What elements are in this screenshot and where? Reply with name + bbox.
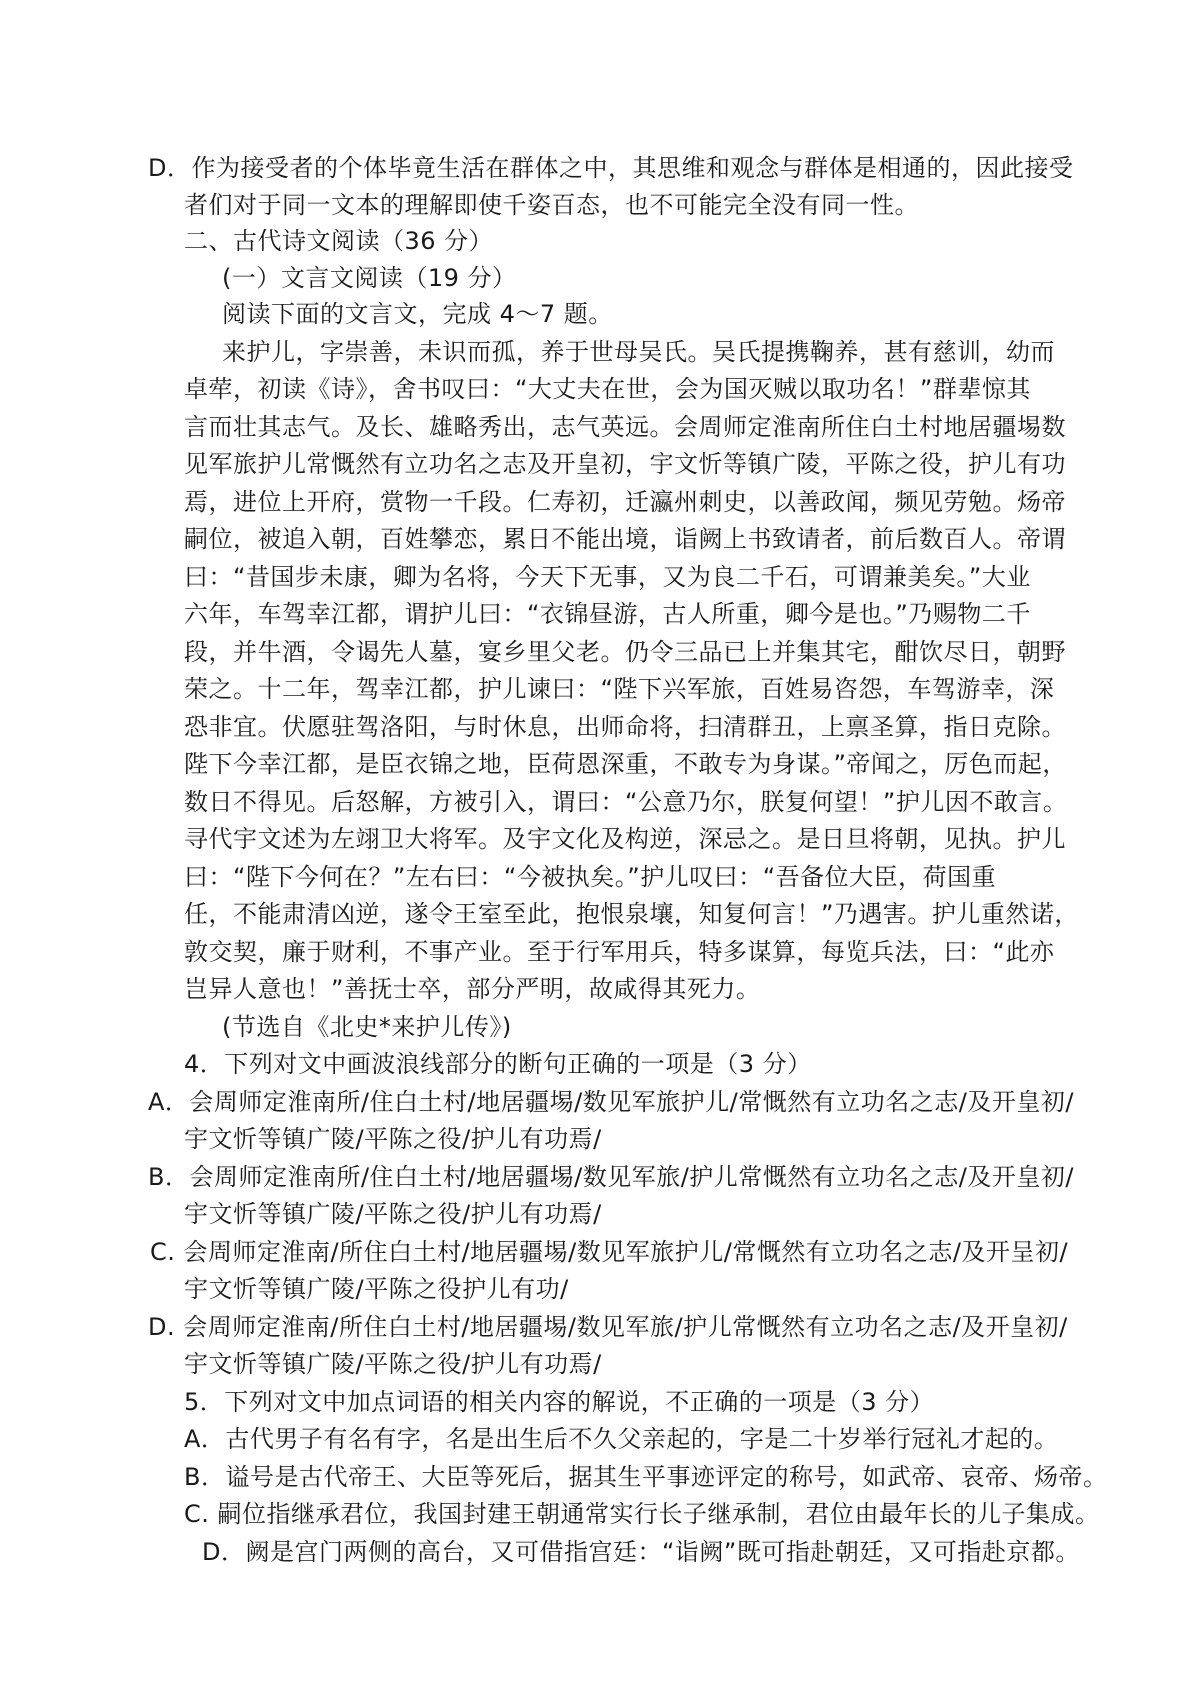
prev-option-d-line-1: D．作为接受者的个体毕竟生活在群体之中，其思维和观念与群体是相通的，因此接受 <box>148 154 1074 182</box>
passage-line-10: 荣之。十二年，驾幸江都，护儿谏曰：“陛下兴军旅，百姓易咨怨，车驾游幸，深 <box>184 675 1055 703</box>
passage-line-18: 岂异人意也！”善抚士卒，部分严明，故咸得其死力。 <box>184 975 761 1003</box>
q4-option-d-line-2: 宇文忻等镇广陵/平陈之役/护儿有功焉/ <box>184 1350 602 1378</box>
q4-stem: 4．下列对文中画波浪线部分的断句正确的一项是（3 分） <box>184 1050 812 1078</box>
q5-option-d: D．阙是宫门两侧的高台，又可借指宫廷：“诣阙”既可指赴朝廷，又可指赴京都。 <box>202 1538 1080 1566</box>
q4-option-c-line-2: 宇文忻等镇广陵/平陈之役护儿有功/ <box>184 1275 569 1303</box>
passage-line-2: 卓荦，初读《诗》，舍书叹曰：“大丈夫在世，会为国灭贼以取功名！”群辈惊其 <box>184 375 1031 403</box>
instruction: 阅读下面的文言文，完成 4～7 题。 <box>222 300 613 328</box>
subsection-title: (一）文言文阅读（19 分） <box>222 264 517 292</box>
section-title: 二、古代诗文阅读（36 分） <box>184 227 494 255</box>
passage-line-5: 焉，进位上开府，赏物一千段。仁寿初，迁瀛州刺史，以善政闻，频见劳勉。炀帝 <box>184 488 1066 516</box>
q5-option-c: C. 嗣位指继承君位，我国封建王朝通常实行长子继承制，君位由最年长的儿子集成。 <box>184 1500 1100 1528</box>
passage-line-12: 陛下今幸江都，是臣衣锦之地，臣荷恩深重，不敢专为身谋。”帝闻之，厉色而起， <box>184 750 1067 778</box>
passage-line-6: 嗣位，被追入朝，百姓攀恋，累日不能出境，诣阙上书致请者，前后数百人。帝谓 <box>184 525 1066 553</box>
q5-stem: 5．下列对文中加点词语的相关内容的解说，不正确的一项是（3 分） <box>184 1388 935 1416</box>
passage-line-7: 曰：“昔国步未康，卿为名将，今天下无事，又为良二千石，可谓兼美矣。”大业 <box>184 563 1031 591</box>
q4-option-d-line-1: D. 会周师定淮南/所住白土村/地居疆埸/数见军旅/护儿常慨然有立功名之志/及开皇初/ <box>148 1313 1068 1341</box>
q5-option-a: A．古代男子有名有字，名是出生后不久父亲起的，字是二十岁举行冠礼才起的。 <box>184 1425 1059 1453</box>
passage-line-16: 任，不能肃清凶逆，遂令王室至此，抱恨泉壤，知复何言！”乃遇害。护儿重然诺， <box>184 900 1079 928</box>
passage-line-11: 恐非宜。伏愿驻驾洛阳，与时休息，出师命将，扫清群丑，上禀圣算，指日克除。 <box>184 713 1066 741</box>
passage-line-3: 言而壮其志气。及长、雄略秀出，志气英远。会周师定淮南所住白土村地居疆埸数 <box>184 413 1066 441</box>
q4-option-b-line-1: B．会周师定淮南所/住白土村/地居疆埸/数见军旅/护儿常慨然有立功名之志/及开皇初/ <box>148 1163 1074 1191</box>
passage-line-17: 敦交契，廉于财利，不事产业。至于行军用兵，特多谋算，每览兵法，曰：“此亦 <box>184 938 1055 966</box>
passage-source: (节选自《北史*来护儿传》) <box>222 1013 512 1041</box>
q5-option-b: B．谥号是古代帝王、大臣等死后，据其生平事迹评定的称号，如武帝、哀帝、炀帝。 <box>184 1463 1108 1491</box>
q4-option-b-line-2: 宇文忻等镇广陵/平陈之役/护儿有功焉/ <box>184 1200 602 1228</box>
q4-option-a-line-1: A．会周师定淮南所/住白土村/地居疆埸/数见军旅护儿/常慨然有立功名之志/及开皇初/ <box>148 1088 1074 1116</box>
passage-line-13: 数日不得见。后怒解，方被引入，谓曰：“公意乃尔，朕复何望！”护儿因不敢言。 <box>184 788 1068 816</box>
passage-line-14: 寻代宇文述为左翊卫大将军。及宇文化及构逆，深忌之。是日旦将朝，见执。护儿 <box>184 825 1066 853</box>
passage-line-15: 曰：“陛下今何在？”左右曰：“今被执矣。”护儿叹曰：“吾备位大臣，荷国重 <box>184 863 997 891</box>
passage-line-9: 段，并牛酒，令谒先人墓，宴乡里父老。仍令三品已上并集其宅，酣饮尽日，朝野 <box>184 638 1066 666</box>
passage-line-1: 来护儿，字崇善，未识而孤，养于世母吴氏。吴氏提携鞠养，甚有慈训，幼而 <box>222 338 1055 366</box>
q4-option-c-line-1: C. 会周师定淮南/所住白土村/地居疆埸/数见军旅护儿/常慨然有立功名之志/及开呈初/ <box>150 1238 1069 1266</box>
passage-line-8: 六年，车驾幸江都，谓护儿曰：“衣锦昼游，古人所重，卿今是也。”乃赐物二千 <box>184 600 1031 628</box>
passage-line-4: 见军旅护儿常慨然有立功名之志及开皇初，宇文忻等镇广陵，平陈之役，护儿有功 <box>184 450 1066 478</box>
q4-option-a-line-2: 宇文忻等镇广陵/平陈之役/护儿有功焉/ <box>184 1125 602 1153</box>
prev-option-d-line-2: 者们对于同一文本的理解即使千姿百态，也不可能完全没有同一性。 <box>184 191 919 219</box>
